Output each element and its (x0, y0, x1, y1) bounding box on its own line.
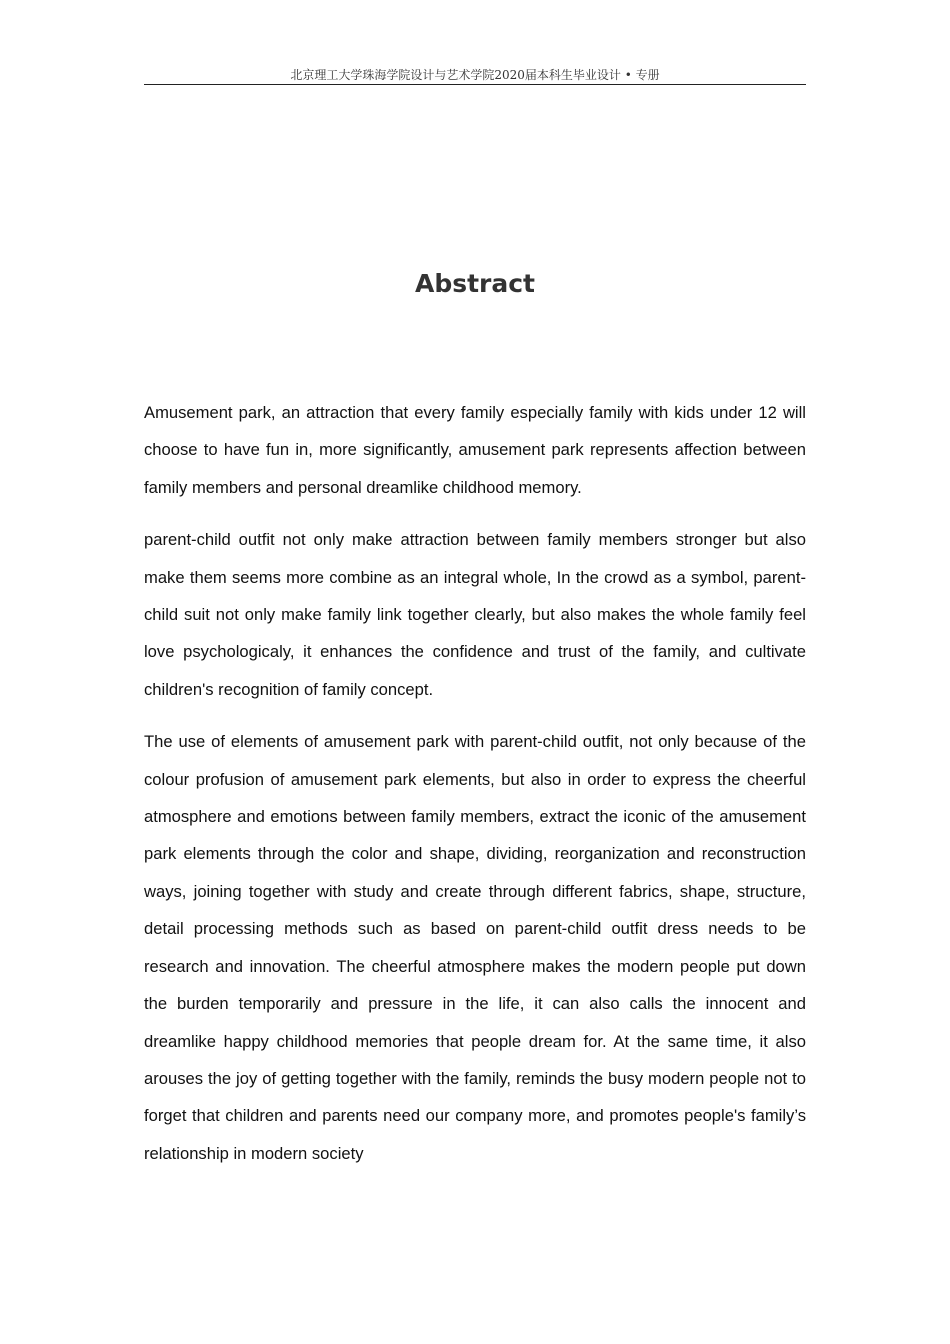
abstract-paragraph-1: Amusement park, an attraction that every family especially family with kids under 12 will choose to have fun in, more significantly, amusement park represents affection between family members and personal dreamlike childhood memory. (144, 403, 806, 497)
abstract-paragraph-2: parent-child outfit not only make attraction between family members stronger but also make them seems more combine as an integral whole, In the crowd as a symbol, parent-child suit not only make family link together clearly, but also makes the whole family feel love psychologicaly, it enhances the confidence and trust of the family, and cultivate children's recognition of family concept. (144, 530, 806, 699)
abstract-paragraph-3: The use of elements of amusement park with parent-child outfit, not only because of the colour profusion of amusement park elements, but also in order to express the cheerful atmosphere and emotions between family members, extract the iconic of the amusement park elements through the color and shape, dividing, reorganization and reconstruction ways, joining together with study and create through different fabrics, shape, structure, detail processing methods such as based on parent-child outfit dress needs to be research and innovation. The cheerful atmosphere makes the modern people put down the burden temporarily and pressure in the life, it can also calls the innocent and dreamlike happy childhood memories that people dream for. At the same time, it also arouses the joy of getting together with the family, reminds the busy modern people not to forget that children and parents need our company more, and promotes people's family’s relationship in modern society (144, 732, 806, 1163)
abstract-body (144, 394, 806, 1187)
abstract-title: Abstract (414, 269, 536, 298)
page-header: 北京理工大学珠海学院设计与艺术学院2020届本科生毕业设计 • 专册 (144, 66, 806, 85)
